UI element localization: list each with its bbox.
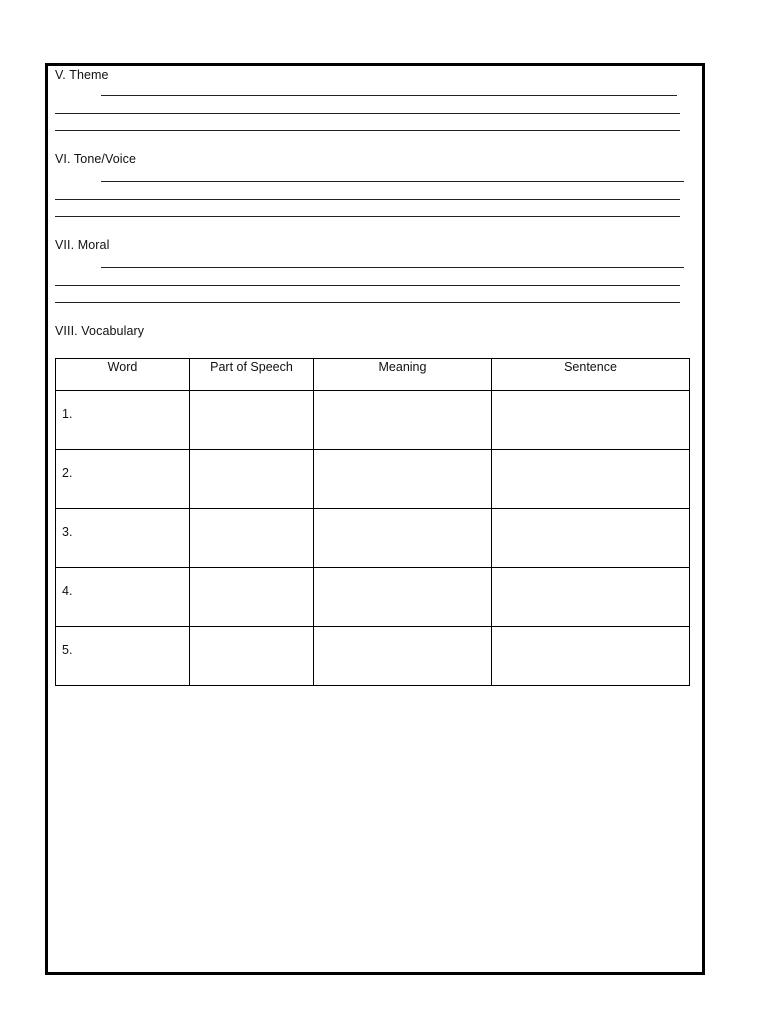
sentence-cell[interactable] bbox=[492, 450, 690, 509]
tone-voice-heading: VI. Tone/Voice bbox=[55, 152, 137, 166]
table-row bbox=[56, 568, 690, 627]
table-row bbox=[56, 509, 690, 568]
sentence-cell[interactable] bbox=[492, 509, 690, 568]
part-of-speech-cell[interactable] bbox=[190, 450, 314, 509]
table-header-row bbox=[56, 359, 690, 391]
sentence-cell[interactable] bbox=[492, 627, 690, 686]
vocabulary-table bbox=[55, 358, 690, 686]
word-cell[interactable]: 4. bbox=[56, 568, 190, 627]
column-header-meaning: Meaning bbox=[314, 359, 492, 391]
meaning-cell[interactable] bbox=[314, 568, 492, 627]
tone-answer-line-3[interactable] bbox=[55, 216, 680, 217]
column-header-word: Word bbox=[56, 359, 190, 391]
vocabulary-heading: VIII. Vocabulary bbox=[55, 324, 145, 338]
moral-answer-line-1[interactable] bbox=[101, 267, 684, 268]
word-cell[interactable]: 3. bbox=[56, 509, 190, 568]
part-of-speech-cell[interactable] bbox=[190, 627, 314, 686]
sentence-cell[interactable] bbox=[492, 391, 690, 450]
meaning-cell[interactable] bbox=[314, 391, 492, 450]
column-header-part-of-speech: Part of Speech bbox=[190, 359, 314, 391]
theme-heading: V. Theme bbox=[55, 68, 109, 82]
table-row bbox=[56, 391, 690, 450]
meaning-cell[interactable] bbox=[314, 627, 492, 686]
theme-answer-line-2[interactable] bbox=[55, 113, 680, 114]
word-cell[interactable]: 1. bbox=[56, 391, 190, 450]
part-of-speech-cell[interactable] bbox=[190, 509, 314, 568]
table-row bbox=[56, 450, 690, 509]
meaning-cell[interactable] bbox=[314, 509, 492, 568]
tone-answer-line-1[interactable] bbox=[101, 181, 684, 182]
theme-answer-line-1[interactable] bbox=[101, 95, 677, 96]
theme-answer-line-3[interactable] bbox=[55, 130, 680, 131]
meaning-cell[interactable] bbox=[314, 450, 492, 509]
moral-answer-line-3[interactable] bbox=[55, 302, 680, 303]
sentence-cell[interactable] bbox=[492, 568, 690, 627]
moral-heading: VII. Moral bbox=[55, 238, 110, 252]
word-cell[interactable]: 2. bbox=[56, 450, 190, 509]
tone-answer-line-2[interactable] bbox=[55, 199, 680, 200]
part-of-speech-cell[interactable] bbox=[190, 568, 314, 627]
word-cell[interactable]: 5. bbox=[56, 627, 190, 686]
part-of-speech-cell[interactable] bbox=[190, 391, 314, 450]
moral-answer-line-2[interactable] bbox=[55, 285, 680, 286]
column-header-sentence: Sentence bbox=[492, 359, 690, 391]
table-row bbox=[56, 627, 690, 686]
